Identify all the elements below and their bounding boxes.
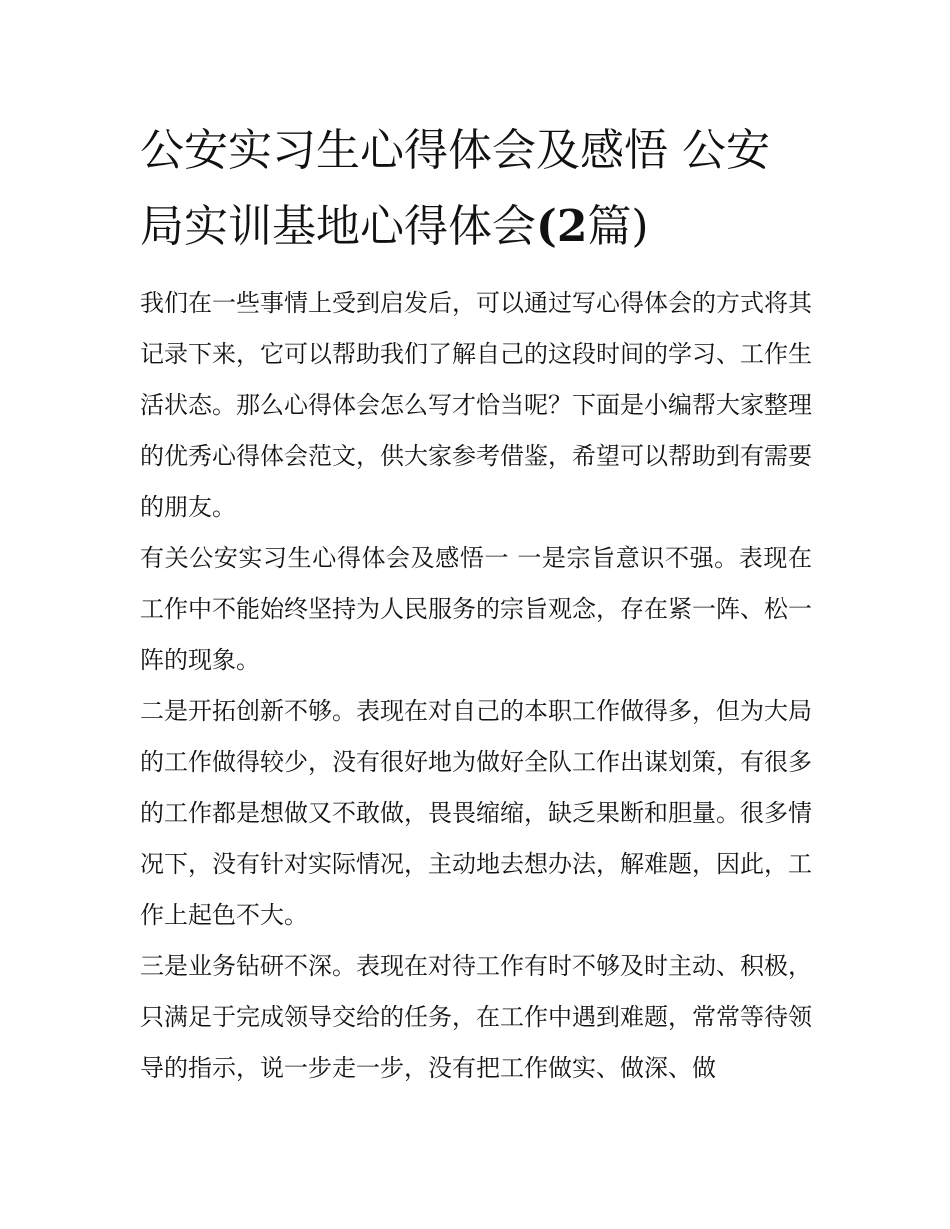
document-title: 公安实习生心得体会及感悟 公安局实训基地心得体会(2篇) [140,125,770,252]
title-count: (2 [536,201,588,252]
paragraph-point-one: 有关公安实习生心得体会及感悟一 一是宗旨意识不强。表现在工作中不能始终坚持为人民服务的宗旨观念，存在紧一阵、松一阵的现象。 [140,544,812,674]
paragraph-intro: 我们在一些事情上受到启发后，可以通过写心得体会的方式将其记录下来，它可以帮助我们了解自己的这段时间的学习、工作生活状态。那么心得体会怎么写才恰当呢？下面是小编帮大家整理的优秀心得体会范文，供大家参考借鉴，希望可以帮助到有需要的朋友。 [140,289,812,521]
paragraph-point-two: 二是开拓创新不够。表现在对自己的本职工作做得多，但为大局的工作做得较少，没有很好地为做好全队工作出谋划策，有很多的工作都是想做又不敢做，畏畏缩缩，缺乏果断和胆量。很多情况下，没有针对实际情况，主动地去想办法，解难题，因此，工作上起色不大。 [140,697,812,929]
paragraph-point-three: 三是业务钻研不深。表现在对待工作有时不够及时主动、积极，只满足于完成领导交给的任务，在工作中遇到难题，常常等待领导的指示，说一步走一步，没有把工作做实、做深、做 [140,952,812,1082]
document-body [140,278,812,1094]
